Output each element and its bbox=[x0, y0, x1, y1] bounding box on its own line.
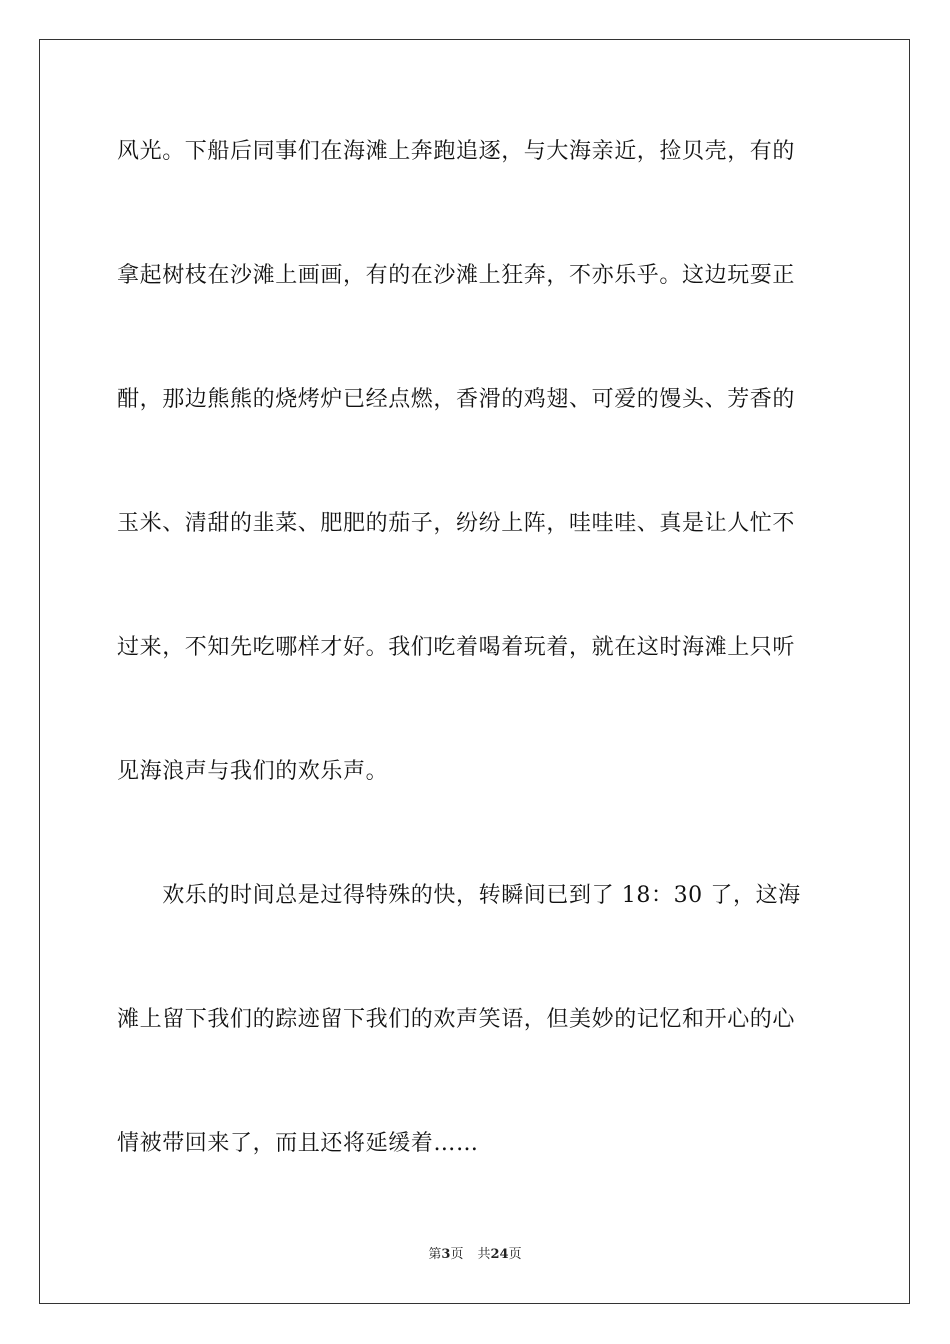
body-line-1: 风光。下船后同事们在海滩上奔跑追逐，与大海亲近，捡贝壳，有的 bbox=[117, 139, 796, 164]
footer-page-number: 3 bbox=[441, 1247, 451, 1262]
body-line-2: 拿起树枝在沙滩上画画，有的在沙滩上狂奔，不亦乐乎。这边玩耍正 bbox=[117, 263, 796, 288]
body-line-7: 欢乐的时间总是过得特殊的快，转瞬间已到了 18：30 了，这海 bbox=[117, 883, 801, 908]
page-footer bbox=[0, 1246, 950, 1264]
footer-page-suffix: 页 bbox=[450, 1247, 464, 1262]
footer-total-prefix: 共 bbox=[477, 1247, 491, 1262]
footer-total-pages: 24 bbox=[490, 1247, 509, 1262]
body-line-6: 见海浪声与我们的欢乐声。 bbox=[117, 759, 389, 784]
body-line-8: 滩上留下我们的踪迹留下我们的欢声笑语，但美妙的记忆和开心的心 bbox=[117, 1007, 796, 1032]
body-line-9: 情被带回来了，而且还将延缓着…… bbox=[117, 1131, 479, 1156]
page-border bbox=[39, 39, 910, 1304]
footer-total-suffix: 页 bbox=[508, 1247, 522, 1262]
footer-page-prefix: 第 bbox=[428, 1247, 442, 1262]
body-line-3: 酣，那边熊熊的烧烤炉已经点燃，香滑的鸡翅、可爱的馒头、芳香的 bbox=[117, 387, 796, 412]
body-line-4: 玉米、清甜的韭菜、肥肥的茄子，纷纷上阵，哇哇哇、真是让人忙不 bbox=[117, 511, 796, 536]
body-line-5: 过来，不知先吃哪样才好。我们吃着喝着玩着，就在这时海滩上只听 bbox=[117, 635, 796, 660]
